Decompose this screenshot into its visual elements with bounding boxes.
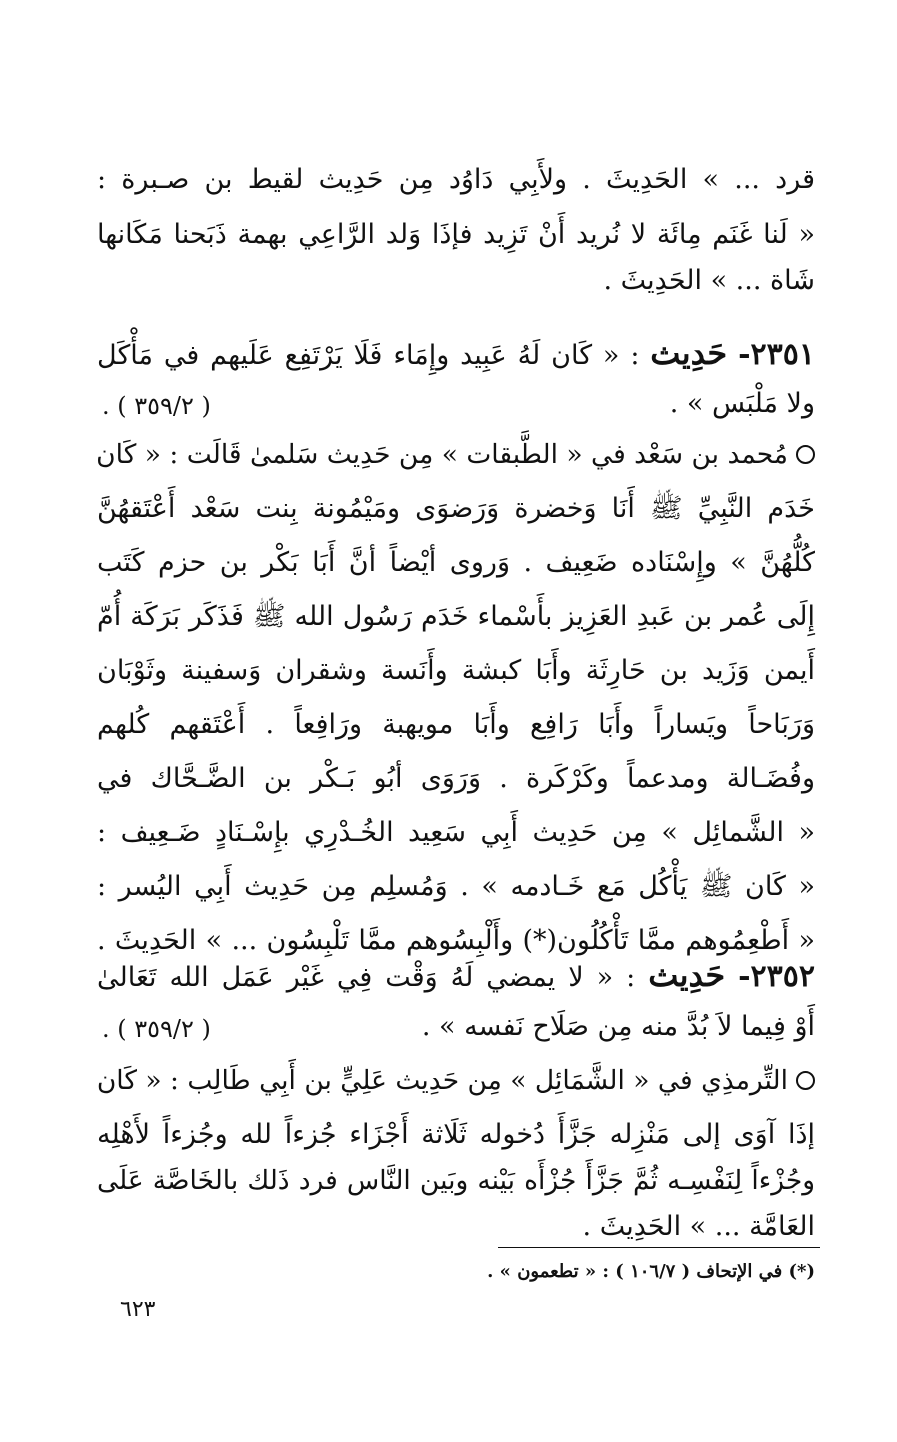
commentary-2351-line-10: « أَطْعِمُوهم ممَّا تَأْكُلُون(*) وأَلْبِسُوهم ممَّا تَلْبِسُون ... » الحَدِيثَ . [97, 925, 815, 956]
hadith-text: : « كَان لَهُ عَبِيد وإِمَاء فَلَا يَرْتَفِع عَلَيهم في مَأْكَل [97, 340, 640, 371]
hadith-2351-reference: ( ٣٥٩/٢ ) . [102, 392, 211, 420]
commentary-2351-line-1: مُحمد بن سَعْد في « الطَّبقات » مِن حَدِيث سَلمىٰ قَالَت : « كَان [97, 437, 815, 473]
intro-line-2: « لَنا غَنَم مِائَة لا نُريد أَنْ تَزِيد فإذَا وَلد الرَّاعِي بهمة ذَبَحنا مَكَانها [97, 219, 815, 250]
commentary-2351-line-5: أَيمن وَزَيد بن حَارِثَة وأَبَا كبشة وأَنَسة وشقران وَسفينة وثَوْبَان [97, 655, 815, 686]
footnote-divider [498, 1247, 820, 1248]
hadith-2352-reference: ( ٣٥٩/٢ ) . [102, 1015, 211, 1043]
commentary-2351-line-4: إِلَى عُمر بن عَبدِ العَزِيز بأَسْماء خَدَم رَسُول الله ﷺ فَذَكَر بَرَكَة أُمّ [97, 601, 815, 632]
hadith-2352-text-line-2: أَوْ فِيما لاَ بُدَّ منه مِن صَلَاح نَفسه » . [421, 1011, 815, 1042]
hadith-2352-heading [97, 957, 815, 996]
intro-line-3: شَاة ... » الحَدِيثَ . [603, 265, 815, 296]
hadith-2351-heading [97, 335, 815, 374]
intro-line-1: قرد ... » الحَدِيثَ . ولأَبِي دَاوُد مِن حَدِيث لقيط بن صـبرة : [97, 164, 815, 195]
hadith-keyword: حَدِيث [650, 334, 728, 372]
commentary-2351-line-7: وفُضَـالة ومدعماً وكَرْكَرة . وَرَوَى أبُو بَـكْر بن الضَّـحَّاك في [97, 763, 815, 794]
commentary-2351-line-9: « كَان ﷺ يَأْكُل مَع خَـادمه » . وَمُسلِم مِن حَدِيث أَبِي اليُسر : [97, 871, 815, 902]
hadith-2351-text-line-2: ولا مَلْبَس » . [669, 388, 815, 419]
commentary-2351-line-6: وَرَبَاحاً ويَساراً وأَبَا رَافِع وأَبَا مويهبة ورَافِعاً . أَعْتَقهم كُلهم [97, 709, 815, 740]
commentary-2352-line-2: إذَا آوَى إلى مَنْزِله جَزَّأَ دُخوله ثَلَاثة أَجْزَاء جُزءاً لله وجُزءاً لأَهْلِه [97, 1119, 815, 1150]
footnote: (*) في الإتحاف ( ١٠٦/٧ ) : « تطعمون » . [487, 1261, 815, 1282]
hadith-number: ٢٣٥٢- [738, 959, 815, 994]
commentary-2351-line-8: « الشَّمائِل » مِن حَدِيث أَبِي سَعِيد الخُـدْرِي بإِسْـنَادٍ ضَـعِيف : [97, 817, 815, 848]
commentary-2352-line-3: وجُزْءاً لِنَفْسِـه ثُمَّ جَزَّأَ جُزْأَه بَيْنه وبَين النَّاس فرد ذَلك بالخَاصَّة عَلَى [97, 1165, 815, 1196]
commentary-2352-line-4: العَامَّة ... » الحَدِيثَ . [582, 1211, 815, 1242]
commentary-2351-line-3: كُلُّهُنَّ » وإِسْنَاده ضَعِيف . وَروى أيْضاً أنَّ أَبَا بَكْر بن حزم كَتَب [97, 547, 815, 578]
page-number: ٦٢٣ [120, 1297, 156, 1322]
hadith-number: ٢٣٥١- [738, 337, 815, 372]
circle-bullet-icon [796, 1071, 815, 1090]
hadith-text: : « لا يمضي لَهُ وَقْت فِي غَيْر عَمَل الله تَعَالىٰ [97, 962, 636, 993]
circle-bullet-icon [796, 445, 815, 464]
commentary-2351-line-2: خَدَم النَّبِيِّ ﷺ أَنَا وَخضرة وَرَضوَى ومَيْمُونة بِنت سَعْد أَعْتَقهُنَّ [97, 493, 815, 524]
commentary-2352-line-1: التِّرمذِي في « الشَّمَائِل » مِن حَدِيث عَلِيٍّ بن أَبِي طَالِب : « كَان [97, 1063, 815, 1099]
hadith-keyword: حَدِيث [648, 956, 726, 994]
